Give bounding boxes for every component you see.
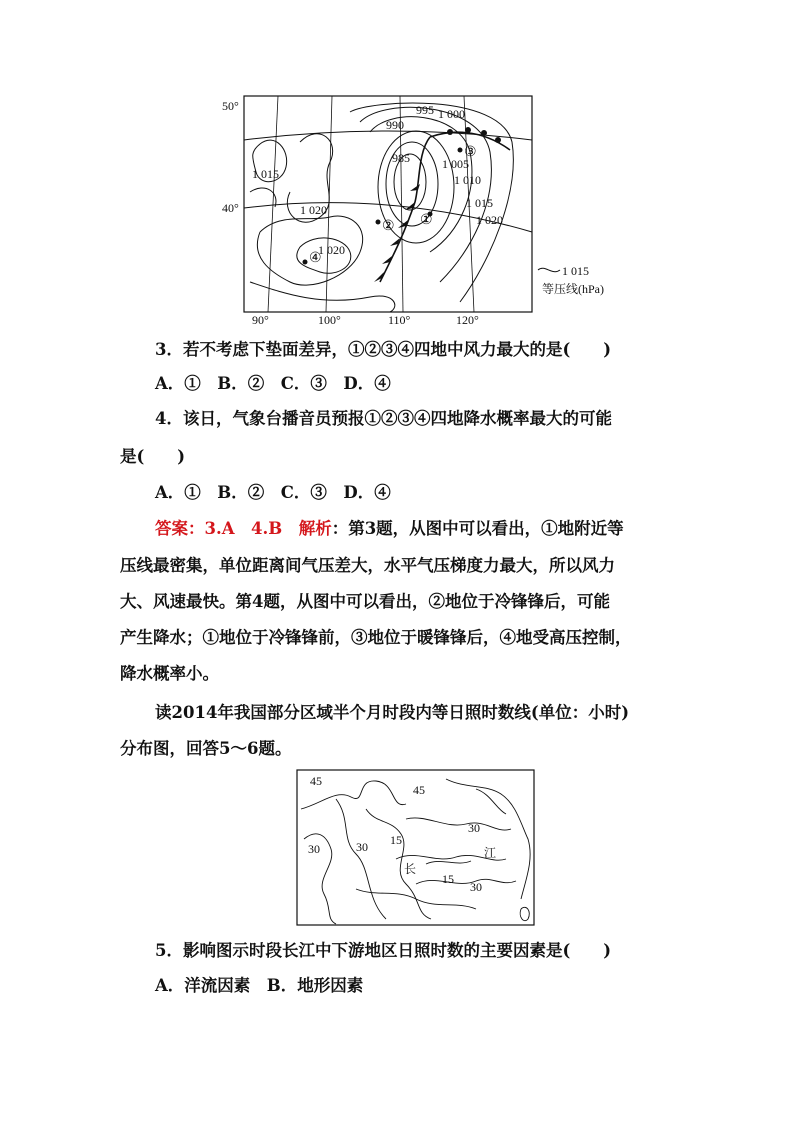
isobar-label: 1 015 bbox=[466, 196, 493, 210]
map-label: 30 bbox=[356, 840, 368, 854]
question-4-stem: 4．该日，气象台播音员预报①②③④四地降水概率最大的可能 bbox=[155, 409, 612, 428]
lon-label-110: 110° bbox=[388, 313, 411, 327]
map-label: 30 bbox=[308, 842, 320, 856]
answer-values: ：3.A 4.B bbox=[188, 519, 299, 538]
map-label: 30 bbox=[470, 880, 482, 894]
isobar-label: 1 020 bbox=[476, 213, 503, 227]
analysis-text: ：第3题，从图中可以看出，①地附近等 bbox=[331, 519, 624, 538]
lat-label-40: 40° bbox=[222, 201, 239, 215]
question-3-options: A．① B．② C．③ D．④ bbox=[155, 374, 391, 393]
point-label-4: ④ bbox=[309, 251, 322, 266]
isobar-label: 1 020 bbox=[318, 243, 345, 257]
isobar-label: 1 015 bbox=[252, 167, 279, 181]
answer-line-5: 降水概率小。 bbox=[120, 664, 219, 683]
isobar-label: 990 bbox=[386, 118, 404, 132]
analysis-label: 解析 bbox=[298, 519, 332, 538]
answer-line-2: 压线最密集，单位距离间气压差大，水平气压梯度力最大，所以风力 bbox=[120, 556, 615, 575]
legend-label: 等压线(hPa) bbox=[542, 282, 604, 296]
lon-label-120: 120° bbox=[456, 313, 479, 327]
question-3-stem: 3．若不考虑下垫面差异，①②③④四地中风力最大的是( ) bbox=[155, 340, 612, 359]
map-label: 45 bbox=[413, 783, 425, 797]
map-label: 30 bbox=[468, 821, 480, 835]
legend-value: 1 015 bbox=[562, 264, 589, 278]
answer-line-1 bbox=[155, 517, 715, 541]
intro-line-1: 读2014年我国部分区域半个月时段内等日照时数线(单位：小时) bbox=[155, 703, 630, 722]
isobar-label: 1 010 bbox=[454, 173, 481, 187]
answer-line-3: 大、风速最快。第4题，从图中可以看出，②地位于冷锋锋后，可能 bbox=[120, 592, 610, 611]
point-label-2: ② bbox=[382, 219, 395, 234]
question-4-options: A．① B．② C．③ D．④ bbox=[155, 483, 391, 502]
map-label: 长 bbox=[404, 862, 417, 876]
point-label-3: ③ bbox=[464, 145, 477, 160]
isobar-label: 1 000 bbox=[438, 107, 465, 121]
lon-label-100: 100° bbox=[318, 313, 341, 327]
map-label: 15 bbox=[442, 872, 454, 886]
sunshine-hours-map bbox=[296, 769, 536, 927]
question-5-options: A．洋流因素 B．地形因素 bbox=[155, 976, 364, 995]
map-label: 江 bbox=[484, 846, 497, 860]
intro-line-2: 分布图，回答5～6题。 bbox=[120, 739, 292, 758]
map-label: 45 bbox=[310, 774, 322, 788]
isobar-label: 1 020 bbox=[300, 203, 327, 217]
answer-label: 答案 bbox=[155, 519, 188, 538]
lon-label-90: 90° bbox=[252, 313, 269, 327]
question-5-stem: 5．影响图示时段长江中下游地区日照时数的主要因素是( ) bbox=[155, 941, 612, 960]
isobar-label: 985 bbox=[392, 151, 410, 165]
isobar-weather-map bbox=[220, 92, 620, 327]
lat-label-50: 50° bbox=[222, 99, 239, 113]
isobar-label: 1 005 bbox=[442, 157, 469, 171]
question-4-stem-cont: 是( ) bbox=[120, 447, 186, 466]
answer-line-4: 产生降水；①地位于冷锋锋前，③地位于暖锋锋后，④地受高压控制， bbox=[120, 628, 632, 647]
point-label-1: ① bbox=[420, 213, 433, 228]
isobar-label: 995 bbox=[416, 103, 434, 117]
map-label: 15 bbox=[390, 833, 402, 847]
